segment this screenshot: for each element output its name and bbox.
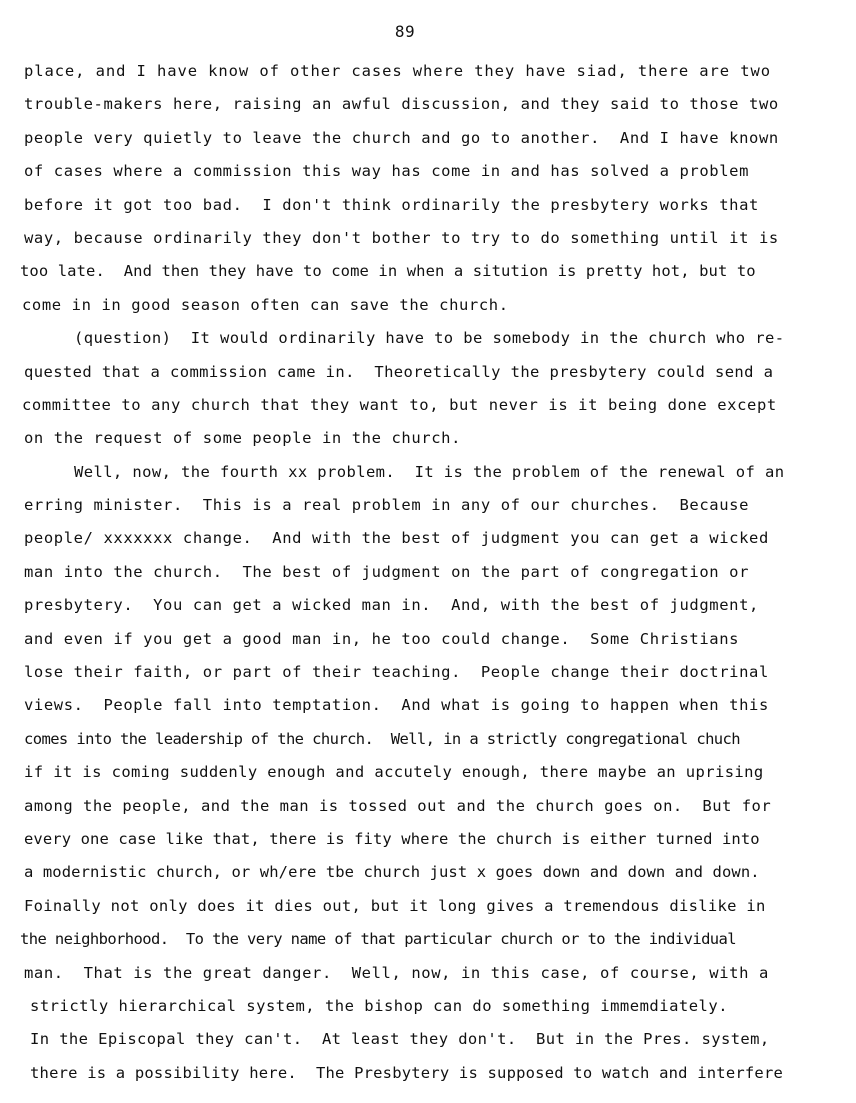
text-line: Foinally not only does it dies out, but it long gives a tremendous dislike in	[24, 896, 766, 915]
text-line: there is a possibility here. The Presbytery is supposed to watch and interfere	[30, 1063, 784, 1082]
text-line: and even if you get a good man in, he too could change. Some Christians	[24, 629, 740, 648]
text-line: erring minister. This is a real problem in any of our churches. Because	[24, 496, 750, 515]
text-line: every one case like that, there is fity where the church is either turned into	[24, 829, 760, 848]
text-line: strictly hierarchical system, the bishop can do something immemdiately.	[30, 996, 729, 1015]
text-line: comes into the leadership of the church. Well, in a strictly congregational chuch	[24, 729, 741, 748]
text-line: among the people, and the man is tossed out and the church goes on. But for	[24, 796, 772, 815]
text-line: the neighborhood. To the very name of that particular church or to the individual	[20, 930, 737, 949]
text-line: Well, now, the fourth xx problem. It is the problem of the renewal of an	[74, 462, 785, 481]
text-line: on the request of some people in the church.	[24, 429, 461, 448]
text-line: before it got too bad. I don't think ordinarily the presbytery works that	[24, 195, 759, 214]
text-line: if it is coming suddenly enough and accutely enough, there maybe an uprising	[24, 763, 764, 782]
text-line: way, because ordinarily they don't bother to try to do something until it is	[24, 228, 779, 247]
text-line: presbytery. You can get a wicked man in. And, with the best of judgment,	[24, 596, 759, 615]
page-number: 89	[394, 22, 416, 41]
text-line: views. People fall into temptation. And what is going to happen when this	[24, 696, 769, 715]
text-line: of cases where a commission this way has come in and has solved a problem	[24, 162, 750, 181]
text-line: (question) It would ordinarily have to be somebody in the church who re-	[74, 329, 785, 348]
text-line: people very quietly to leave the church and go to another. And I have known	[24, 128, 779, 147]
text-line: come in in good season often can save the church.	[22, 295, 509, 314]
text-line: man into the church. The best of judgment on the part of congregation or	[24, 562, 750, 581]
text-line: too late. And then they have to come in when a sitution is pretty hot, but to	[20, 262, 756, 281]
text-line: quested that a commission came in. Theoretically the presbytery could send a	[24, 362, 774, 381]
text-line: In the Episcopal they can't. At least they don't. But in the Pres. system,	[30, 1030, 770, 1049]
text-line: trouble-makers here, raising an awful discussion, and they said to those two	[24, 95, 779, 114]
text-line: man. That is the great danger. Well, now, in this case, of course, with a	[24, 963, 769, 982]
text-line: committee to any church that they want to, but never is it being done except	[22, 395, 777, 414]
text-line: place, and I have know of other cases where they have siad, there are two	[24, 62, 771, 80]
text-line: lose their faith, or part of their teaching. People change their doctrinal	[24, 663, 769, 682]
text-line: a modernistic church, or wh/ere tbe church just x goes down and down and down.	[24, 863, 760, 882]
body-text	[0, 55, 856, 1090]
text-line: people/ xxxxxxx change. And with the best of judgment you can get a wicked	[24, 529, 769, 548]
